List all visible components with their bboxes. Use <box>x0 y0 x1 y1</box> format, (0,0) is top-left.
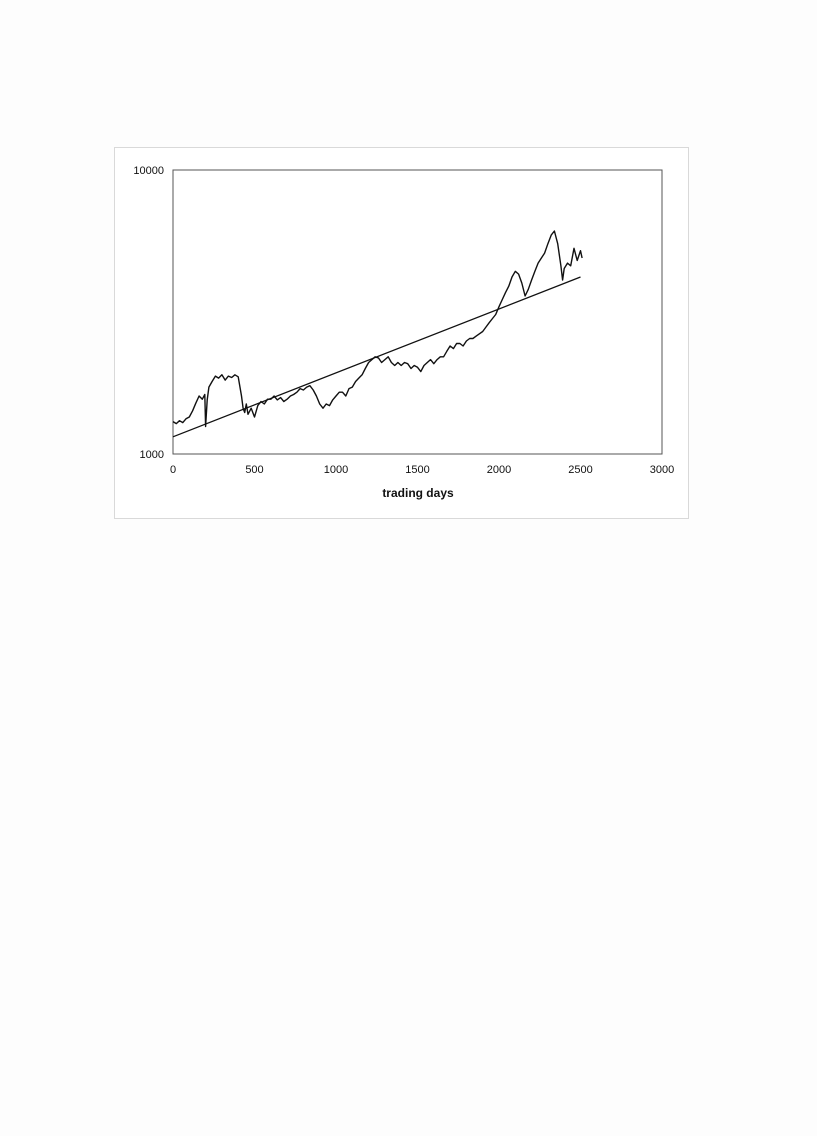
y-tick-label: 1000 <box>139 449 164 461</box>
x-tick-label: 2500 <box>568 464 593 476</box>
y-tick-label: 10000 <box>133 165 164 177</box>
y-axis-ticks <box>133 165 164 461</box>
x-axis-ticks <box>170 464 674 476</box>
x-tick-label: 1000 <box>323 464 349 476</box>
chart-frame <box>114 147 689 519</box>
x-axis-title: trading days <box>382 486 454 500</box>
chart <box>115 148 690 520</box>
x-tick-label: 500 <box>245 464 264 476</box>
x-tick-label: 0 <box>169 464 177 476</box>
x-tick-label: 2000 <box>486 464 512 476</box>
x-tick-label: 3000 <box>649 464 675 476</box>
plot-area <box>173 170 662 454</box>
x-tick-label: 1500 <box>405 464 430 476</box>
